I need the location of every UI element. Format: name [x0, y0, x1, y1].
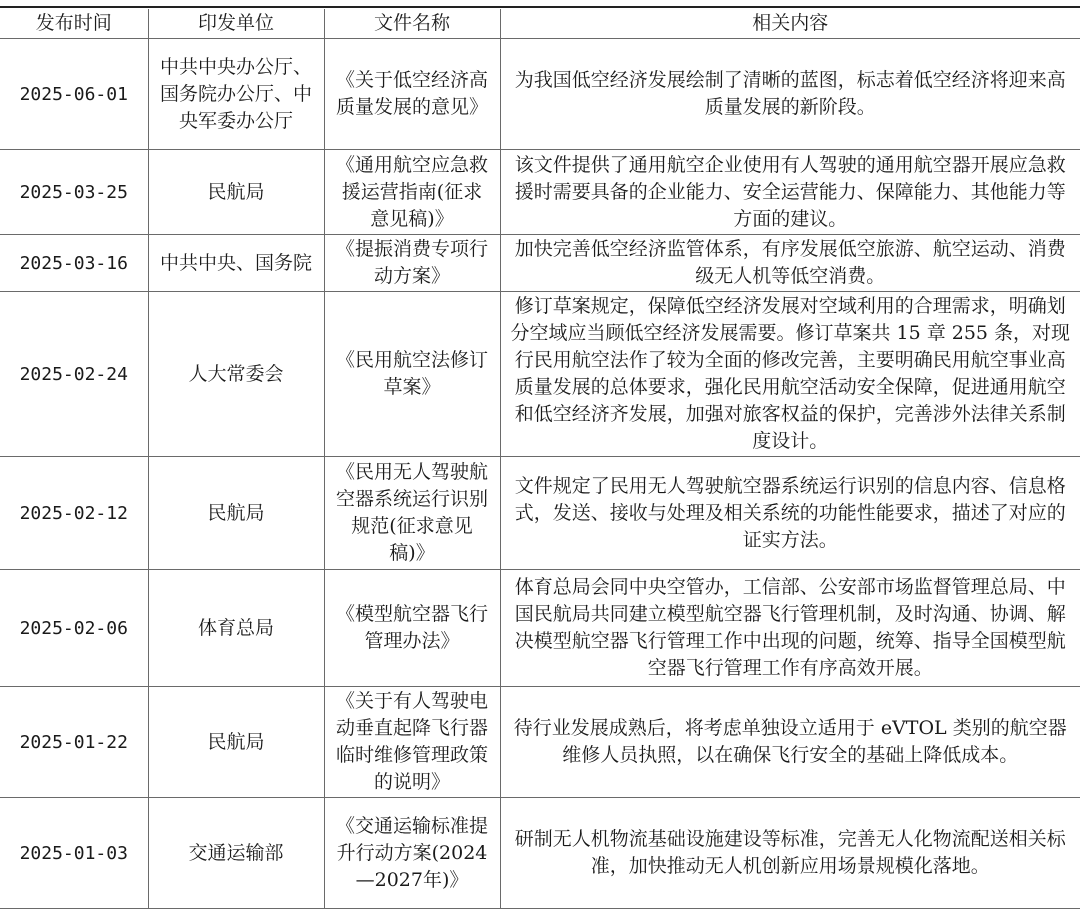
cell-unit: 民航局	[148, 150, 324, 235]
table-header-row	[0, 9, 1080, 39]
cell-content: 修订草案规定，保障低空经济发展对空域利用的合理需求，明确划分空域应当顾低空经济发展需要。修订草案共 15 章 255 条，对现行民用航空法作了较为全面的修改完善，主要明确民用航空事业高质量发展的总体要求，强化民用航空活动安全保障，促进通用航空和低空经济齐发展，加强对旅客权益的保护，完善涉外法律关系制度设计。	[500, 292, 1080, 457]
cell-unit: 民航局	[148, 687, 324, 798]
cell-unit: 体育总局	[148, 570, 324, 687]
cell-name: 《模型航空器飞行管理办法》	[324, 570, 500, 687]
cell-date: 2025-01-03	[0, 798, 148, 909]
cell-name: 《通用航空应急救援运营指南(征求意见稿)》	[324, 150, 500, 235]
cell-content: 为我国低空经济发展绘制了清晰的蓝图，标志着低空经济将迎来高质量发展的新阶段。	[500, 39, 1080, 150]
cell-name: 《民用航空法修订草案》	[324, 292, 500, 457]
cell-content: 待行业发展成熟后，将考虑单独设立适用于 eVTOL 类别的航空器维修人员执照，以在确保飞行安全的基础上降低成本。	[500, 687, 1080, 798]
cell-date: 2025-03-16	[0, 235, 148, 292]
cell-name: 《关于有人驾驶电动垂直起降飞行器临时维修管理政策的说明》	[324, 687, 500, 798]
cell-content: 研制无人机物流基础设施建设等标准，完善无人化物流配送相关标准，加快推动无人机创新应用场景规模化落地。	[500, 798, 1080, 909]
cell-name: 《关于低空经济高质量发展的意见》	[324, 39, 500, 150]
table-row	[0, 292, 1080, 457]
cell-content: 该文件提供了通用航空企业使用有人驾驶的通用航空器开展应急救援时需要具备的企业能力、安全运营能力、保障能力、其他能力等方面的建议。	[500, 150, 1080, 235]
cell-unit: 中共中央、国务院	[148, 235, 324, 292]
header-content: 相关内容	[500, 9, 1080, 39]
cell-date: 2025-03-25	[0, 150, 148, 235]
cell-content: 文件规定了民用无人驾驶航空器系统运行识别的信息内容、信息格式，发送、接收与处理及相关系统的功能性能要求，描述了对应的证实方法。	[500, 457, 1080, 570]
policy-table	[0, 9, 1080, 909]
table-row	[0, 570, 1080, 687]
header-date: 发布时间	[0, 9, 148, 39]
table-row	[0, 457, 1080, 570]
cell-date: 2025-06-01	[0, 39, 148, 150]
cell-date: 2025-02-24	[0, 292, 148, 457]
cell-content: 体育总局会同中央空管办，工信部、公安部市场监督管理总局、中国民航局共同建立模型航空器飞行管理机制，及时沟通、协调、解决模型航空器飞行管理工作中出现的问题，统筹、指导全国模型航空器飞行管理工作有序高效开展。	[500, 570, 1080, 687]
table-top-rule	[0, 6, 1080, 8]
cell-unit: 中共中央办公厅、国务院办公厅、中央军委办公厅	[148, 39, 324, 150]
header-name: 文件名称	[324, 9, 500, 39]
cell-date: 2025-02-12	[0, 457, 148, 570]
table-row	[0, 39, 1080, 150]
cell-name: 《交通运输标准提升行动方案(2024—2027年)》	[324, 798, 500, 909]
cell-unit: 民航局	[148, 457, 324, 570]
table-row	[0, 235, 1080, 292]
cell-date: 2025-01-22	[0, 687, 148, 798]
header-unit: 印发单位	[148, 9, 324, 39]
table-row	[0, 798, 1080, 909]
cell-name: 《提振消费专项行动方案》	[324, 235, 500, 292]
cell-name: 《民用无人驾驶航空器系统运行识别规范(征求意见稿)》	[324, 457, 500, 570]
table-row	[0, 687, 1080, 798]
cell-content: 加快完善低空经济监管体系，有序发展低空旅游、航空运动、消费级无人机等低空消费。	[500, 235, 1080, 292]
cell-unit: 人大常委会	[148, 292, 324, 457]
cell-date: 2025-02-06	[0, 570, 148, 687]
table-row	[0, 150, 1080, 235]
cell-unit: 交通运输部	[148, 798, 324, 909]
